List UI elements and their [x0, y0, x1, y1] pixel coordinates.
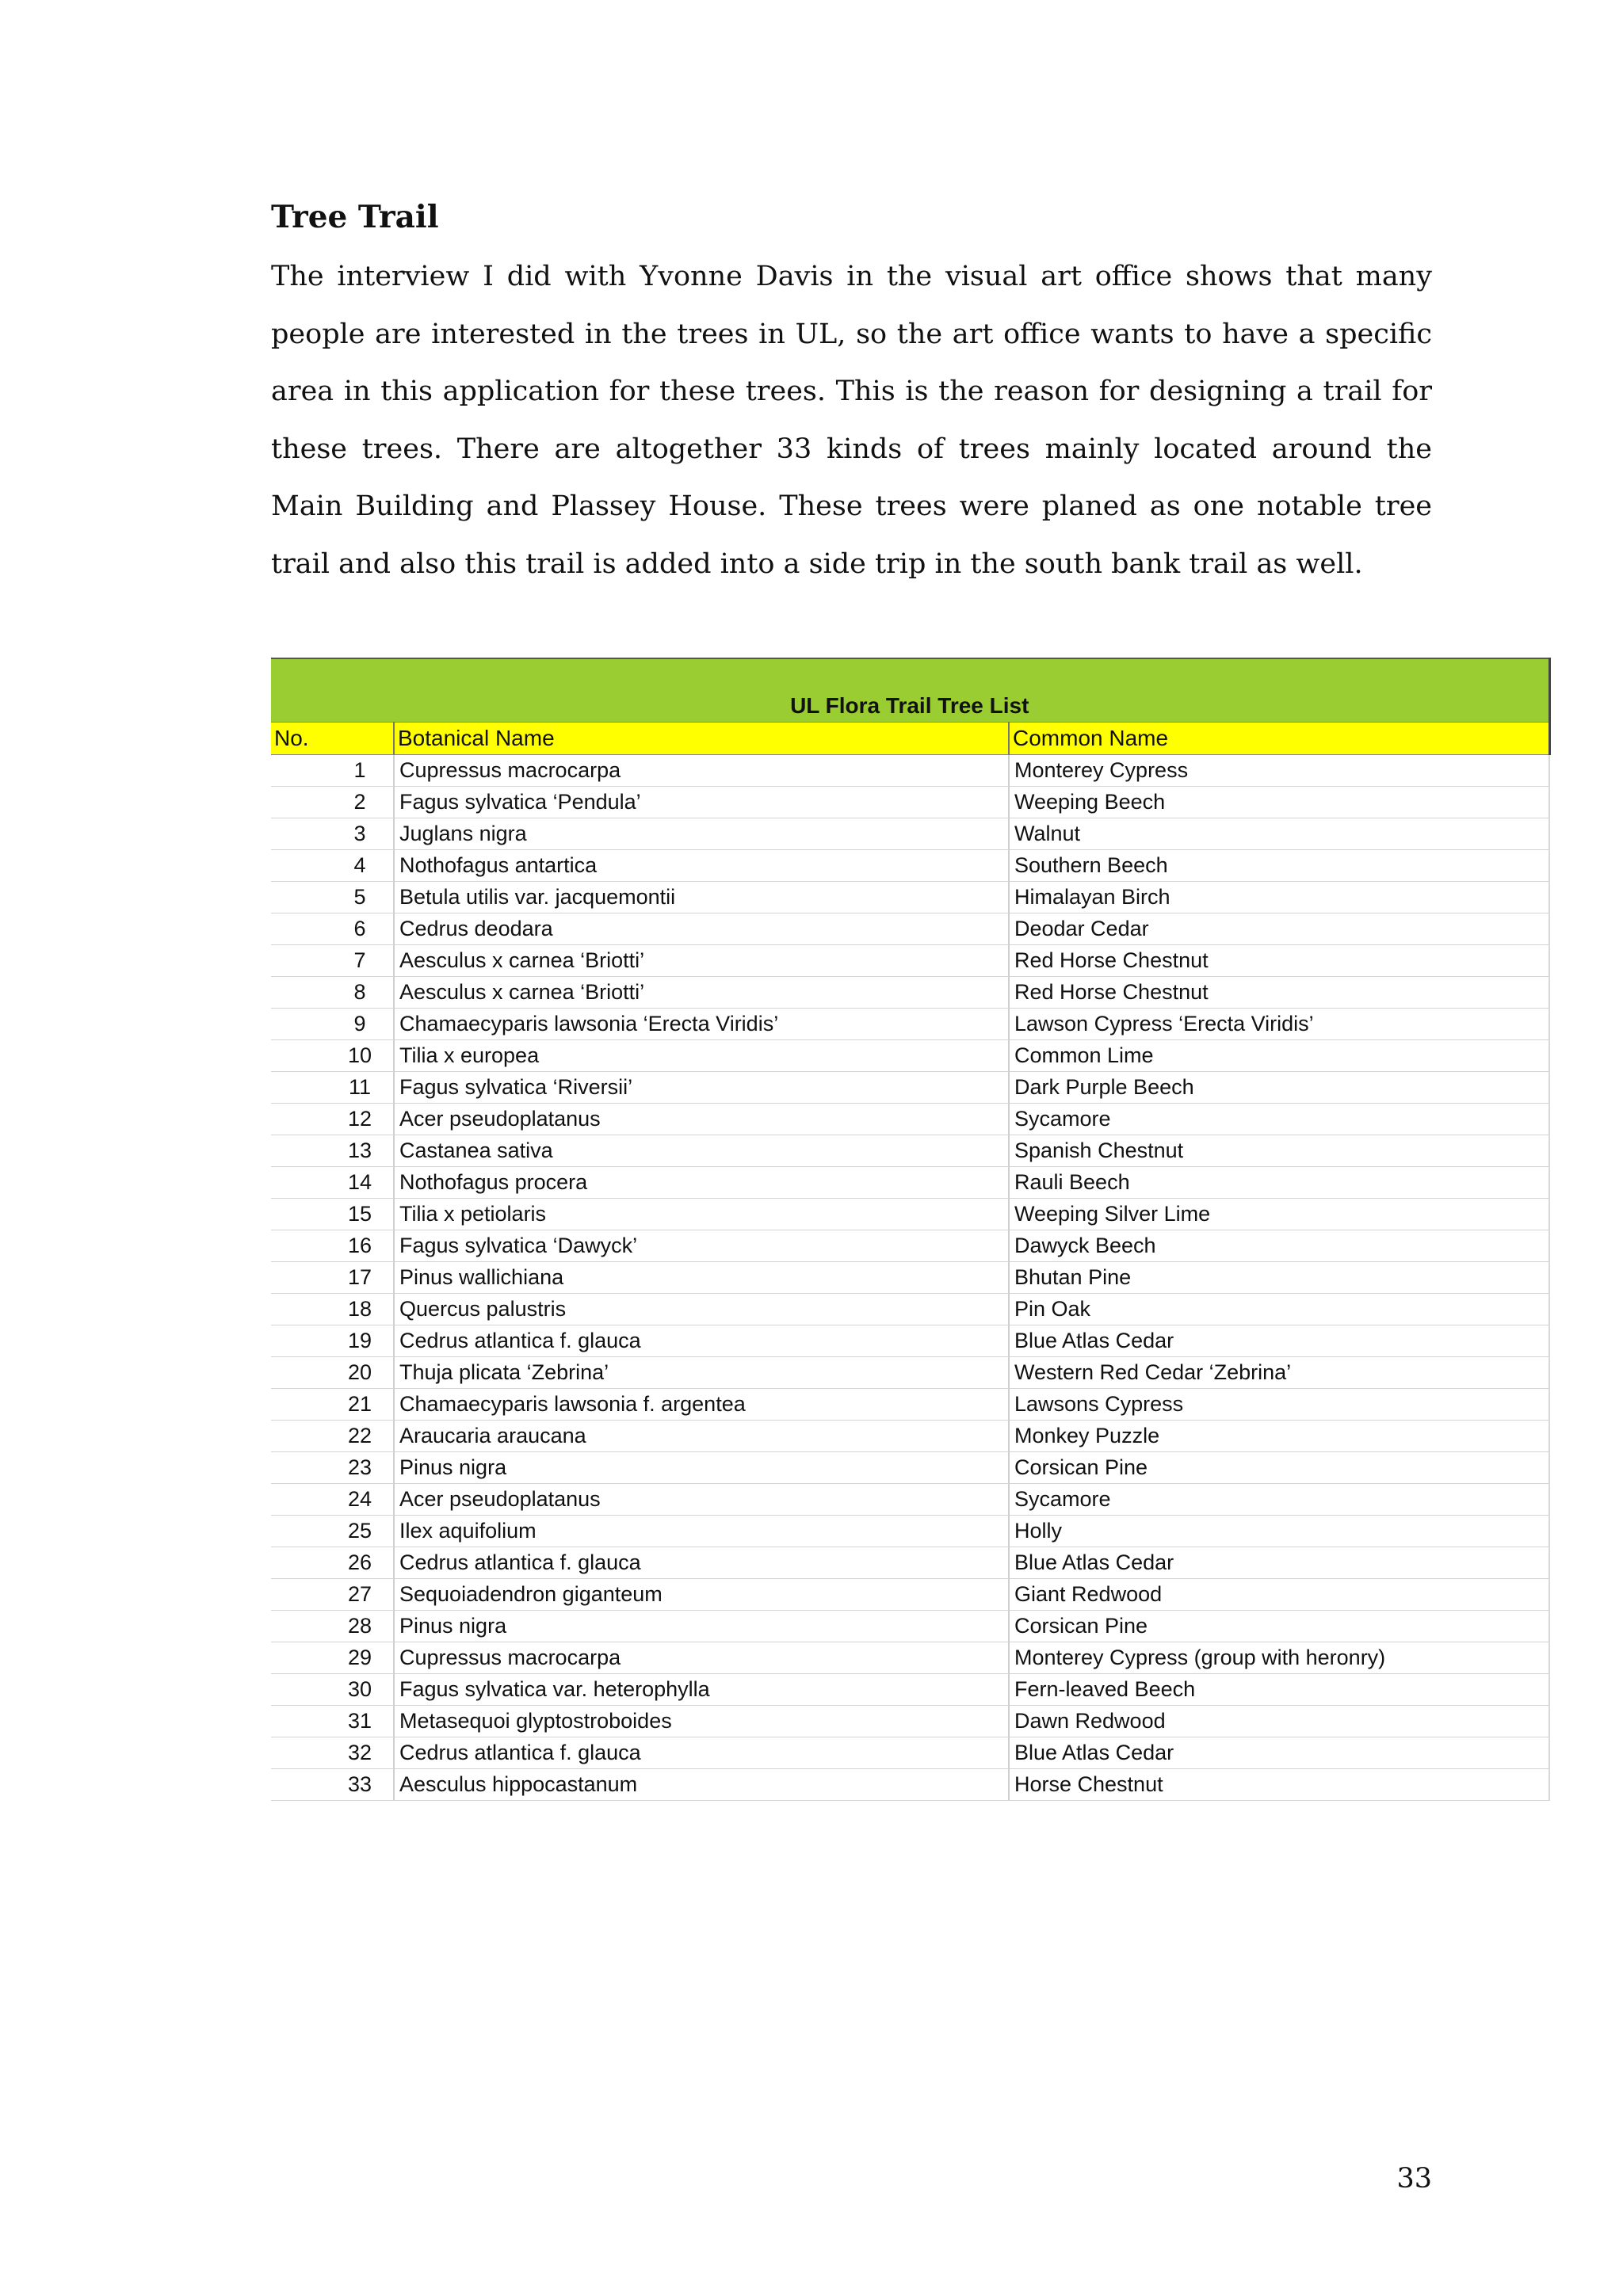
table-row: [271, 945, 1549, 977]
row-number: 30: [271, 1674, 394, 1706]
table-row: [271, 1357, 1549, 1389]
common-name-cell: Blue Atlas Cedar: [1009, 1325, 1549, 1357]
row-number: 21: [271, 1389, 394, 1421]
common-name-cell: Western Red Cedar ‘Zebrina’: [1009, 1357, 1549, 1389]
table-row: [271, 1674, 1549, 1706]
common-name-cell: Monkey Puzzle: [1009, 1421, 1549, 1452]
row-number: 19: [271, 1325, 394, 1357]
botanical-name-cell: Chamaecyparis lawsonia f. argentea: [394, 1389, 1009, 1421]
row-number: 14: [271, 1167, 394, 1199]
common-name-cell: Common Lime: [1009, 1040, 1549, 1072]
row-number: 7: [271, 945, 394, 977]
botanical-name-cell: Betula utilis var. jacquemontii: [394, 882, 1009, 913]
table-row: [271, 1611, 1549, 1642]
table-row: [271, 1706, 1549, 1737]
botanical-name-cell: Cupressus macrocarpa: [394, 755, 1009, 787]
row-number: 33: [271, 1769, 394, 1801]
botanical-name-cell: Quercus palustris: [394, 1294, 1009, 1325]
row-number: 18: [271, 1294, 394, 1325]
page-number: 33: [1396, 2163, 1432, 2195]
row-number: 15: [271, 1199, 394, 1230]
row-number: 3: [271, 818, 394, 850]
table-row: [271, 1516, 1549, 1547]
table-row: [271, 1040, 1549, 1072]
table-row: [271, 1547, 1549, 1579]
botanical-name-cell: Tilia x petiolaris: [394, 1199, 1009, 1230]
common-name-cell: Pin Oak: [1009, 1294, 1549, 1325]
common-name-cell: Spanish Chestnut: [1009, 1135, 1549, 1167]
row-number: 25: [271, 1516, 394, 1547]
botanical-name-cell: Fagus sylvatica var. heterophylla: [394, 1674, 1009, 1706]
table-row: [271, 1484, 1549, 1516]
botanical-name-cell: Fagus sylvatica ‘Pendula’: [394, 787, 1009, 818]
table-row: [271, 1009, 1549, 1040]
row-number: 31: [271, 1706, 394, 1737]
table-body: [271, 755, 1549, 1801]
botanical-name-cell: Thuja plicata ‘Zebrina’: [394, 1357, 1009, 1389]
common-name-cell: Dawyck Beech: [1009, 1230, 1549, 1262]
table-row: [271, 1072, 1549, 1104]
table-row: [271, 1579, 1549, 1611]
table-row: [271, 755, 1549, 787]
common-name-cell: Corsican Pine: [1009, 1611, 1549, 1642]
table-row: [271, 1167, 1549, 1199]
table-row: [271, 977, 1549, 1009]
tree-list-table: [271, 658, 1551, 1801]
row-number: 13: [271, 1135, 394, 1167]
table-row: [271, 1104, 1549, 1135]
row-number: 4: [271, 850, 394, 882]
botanical-name-cell: Pinus nigra: [394, 1611, 1009, 1642]
table-row: [271, 1642, 1549, 1674]
common-name-cell: Horse Chestnut: [1009, 1769, 1549, 1801]
botanical-name-cell: Cedrus atlantica f. glauca: [394, 1325, 1009, 1357]
common-name-cell: Corsican Pine: [1009, 1452, 1549, 1484]
table-row: [271, 913, 1549, 945]
botanical-name-cell: Sequoiadendron giganteum: [394, 1579, 1009, 1611]
table-row: [271, 1769, 1549, 1801]
column-header-number: No.: [271, 723, 394, 755]
tree-list-table-container: [271, 658, 1549, 1801]
common-name-cell: Red Horse Chestnut: [1009, 977, 1549, 1009]
row-number: 26: [271, 1547, 394, 1579]
common-name-cell: Monterey Cypress (group with heronry): [1009, 1642, 1549, 1674]
row-number: 8: [271, 977, 394, 1009]
botanical-name-cell: Nothofagus procera: [394, 1167, 1009, 1199]
row-number: 2: [271, 787, 394, 818]
table-row: [271, 1135, 1549, 1167]
botanical-name-cell: Cupressus macrocarpa: [394, 1642, 1009, 1674]
botanical-name-cell: Pinus nigra: [394, 1452, 1009, 1484]
row-number: 5: [271, 882, 394, 913]
table-row: [271, 850, 1549, 882]
row-number: 10: [271, 1040, 394, 1072]
botanical-name-cell: Juglans nigra: [394, 818, 1009, 850]
row-number: 23: [271, 1452, 394, 1484]
botanical-name-cell: Castanea sativa: [394, 1135, 1009, 1167]
row-number: 9: [271, 1009, 394, 1040]
row-number: 12: [271, 1104, 394, 1135]
botanical-name-cell: Aesculus hippocastanum: [394, 1769, 1009, 1801]
common-name-cell: Giant Redwood: [1009, 1579, 1549, 1611]
table-row: [271, 882, 1549, 913]
table-header-row: [271, 723, 1549, 755]
section-paragraph: The interview I did with Yvonne Davis in the visual art office shows that many people are interested in the trees in UL, so the art office wants to have a specific area in this application for these trees. This is the reason for designing a trail for these trees. There are altogether 33 kinds of trees mainly located around the Main Building and Plassey House. These trees were planed as one notable tree trail and also this trail is added into a side trip in the south bank trail as well.: [271, 261, 1432, 580]
row-number: 22: [271, 1421, 394, 1452]
row-number: 28: [271, 1611, 394, 1642]
botanical-name-cell: Pinus wallichiana: [394, 1262, 1009, 1294]
section-heading: Tree Trail: [271, 199, 439, 235]
botanical-name-cell: Aesculus x carnea ‘Briotti’: [394, 945, 1009, 977]
botanical-name-cell: Cedrus deodara: [394, 913, 1009, 945]
table-row: [271, 787, 1549, 818]
botanical-name-cell: Chamaecyparis lawsonia ‘Erecta Viridis’: [394, 1009, 1009, 1040]
common-name-cell: Dark Purple Beech: [1009, 1072, 1549, 1104]
botanical-name-cell: Acer pseudoplatanus: [394, 1484, 1009, 1516]
botanical-name-cell: Aesculus x carnea ‘Briotti’: [394, 977, 1009, 1009]
common-name-cell: Lawson Cypress ‘Erecta Viridis’: [1009, 1009, 1549, 1040]
common-name-cell: Dawn Redwood: [1009, 1706, 1549, 1737]
botanical-name-cell: Nothofagus antartica: [394, 850, 1009, 882]
common-name-cell: Monterey Cypress: [1009, 755, 1549, 787]
botanical-name-cell: Araucaria araucana: [394, 1421, 1009, 1452]
row-number: 11: [271, 1072, 394, 1104]
column-header-botanical-name: Botanical Name: [394, 723, 1009, 755]
table-row: [271, 1389, 1549, 1421]
common-name-cell: Blue Atlas Cedar: [1009, 1547, 1549, 1579]
row-number: 16: [271, 1230, 394, 1262]
botanical-name-cell: Metasequoi glyptostroboides: [394, 1706, 1009, 1737]
row-number: 27: [271, 1579, 394, 1611]
common-name-cell: Red Horse Chestnut: [1009, 945, 1549, 977]
row-number: 20: [271, 1357, 394, 1389]
botanical-name-cell: Acer pseudoplatanus: [394, 1104, 1009, 1135]
common-name-cell: Bhutan Pine: [1009, 1262, 1549, 1294]
common-name-cell: Blue Atlas Cedar: [1009, 1737, 1549, 1769]
common-name-cell: Himalayan Birch: [1009, 882, 1549, 913]
common-name-cell: Weeping Silver Lime: [1009, 1199, 1549, 1230]
table-row: [271, 1199, 1549, 1230]
common-name-cell: Fern-leaved Beech: [1009, 1674, 1549, 1706]
botanical-name-cell: Ilex aquifolium: [394, 1516, 1009, 1547]
botanical-name-cell: Tilia x europea: [394, 1040, 1009, 1072]
table-row: [271, 1325, 1549, 1357]
row-number: 24: [271, 1484, 394, 1516]
table-row: [271, 1294, 1549, 1325]
common-name-cell: Sycamore: [1009, 1484, 1549, 1516]
common-name-cell: Weeping Beech: [1009, 787, 1549, 818]
table-row: [271, 1737, 1549, 1769]
row-number: 29: [271, 1642, 394, 1674]
table-row: [271, 1421, 1549, 1452]
botanical-name-cell: Cedrus atlantica f. glauca: [394, 1737, 1009, 1769]
common-name-cell: Rauli Beech: [1009, 1167, 1549, 1199]
botanical-name-cell: Fagus sylvatica ‘Riversii’: [394, 1072, 1009, 1104]
common-name-cell: Holly: [1009, 1516, 1549, 1547]
botanical-name-cell: Fagus sylvatica ‘Dawyck’: [394, 1230, 1009, 1262]
row-number: 32: [271, 1737, 394, 1769]
table-row: [271, 1230, 1549, 1262]
common-name-cell: Walnut: [1009, 818, 1549, 850]
common-name-cell: Lawsons Cypress: [1009, 1389, 1549, 1421]
table-row: [271, 1262, 1549, 1294]
table-title: UL Flora Trail Tree List: [271, 658, 1549, 723]
row-number: 17: [271, 1262, 394, 1294]
table-row: [271, 818, 1549, 850]
botanical-name-cell: Cedrus atlantica f. glauca: [394, 1547, 1009, 1579]
common-name-cell: Sycamore: [1009, 1104, 1549, 1135]
common-name-cell: Deodar Cedar: [1009, 913, 1549, 945]
row-number: 6: [271, 913, 394, 945]
table-title-row: [271, 658, 1549, 723]
column-header-common-name: Common Name: [1009, 723, 1549, 755]
row-number: 1: [271, 755, 394, 787]
table-row: [271, 1452, 1549, 1484]
common-name-cell: Southern Beech: [1009, 850, 1549, 882]
